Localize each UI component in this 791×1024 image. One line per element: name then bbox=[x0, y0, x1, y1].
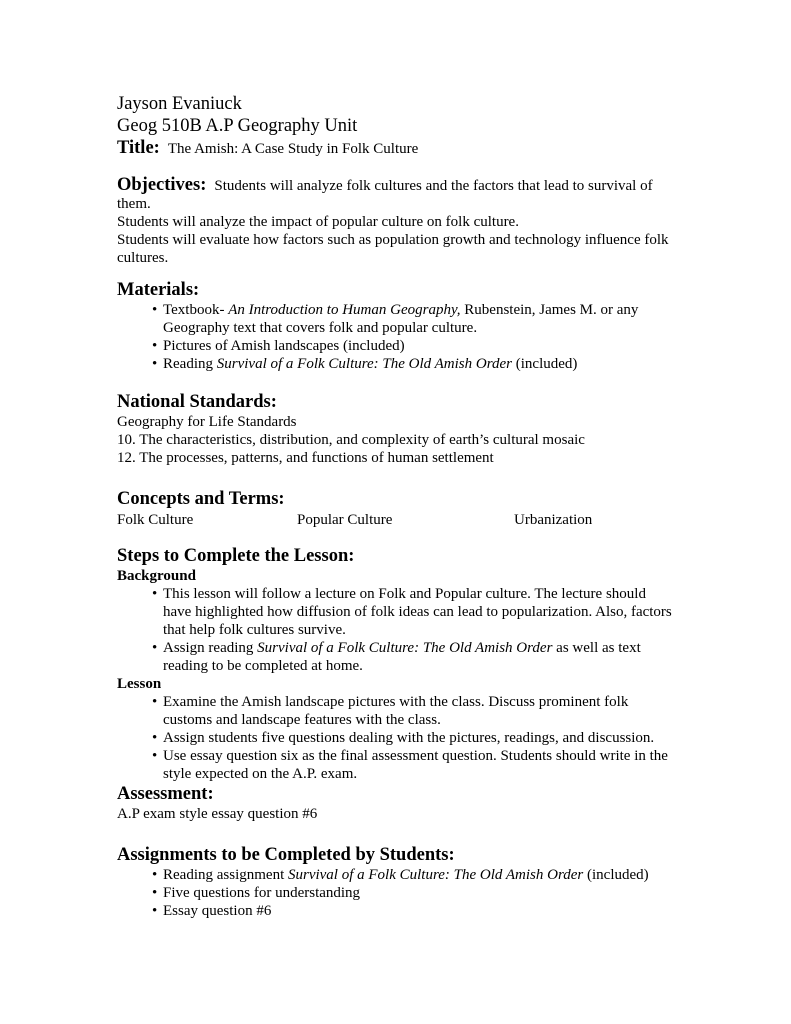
concepts-heading: Concepts and Terms: bbox=[117, 489, 285, 509]
bullet-icon: • bbox=[152, 903, 158, 919]
list-item bbox=[117, 884, 677, 902]
bullet-icon: • bbox=[152, 867, 158, 883]
objectives-section bbox=[117, 176, 677, 213]
assignments-heading: Assignments to be Completed by Students: bbox=[117, 845, 455, 865]
assignment-1-title: Survival of a Folk Culture: The Old Amish Order bbox=[287, 867, 584, 883]
bullet-icon: • bbox=[152, 748, 158, 764]
course-line: Geog 510B A.P Geography Unit bbox=[117, 116, 358, 136]
lesson-list bbox=[117, 693, 677, 783]
material-2: Pictures of Amish landscapes (included) bbox=[163, 338, 405, 354]
background-label: Background bbox=[117, 568, 196, 584]
bullet-icon: • bbox=[152, 730, 158, 746]
list-item bbox=[117, 301, 677, 337]
background-step-2-title: Survival of a Folk Culture: The Old Amish Order bbox=[257, 640, 553, 656]
list-item bbox=[117, 585, 677, 639]
assignment-3: Essay question #6 bbox=[163, 903, 272, 919]
list-item bbox=[117, 729, 677, 747]
term-folk-culture: Folk Culture bbox=[117, 512, 194, 528]
material-3-title: Survival of a Folk Culture: The Old Amish Order bbox=[216, 356, 513, 372]
lesson-label: Lesson bbox=[117, 676, 162, 692]
bullet-icon: • bbox=[152, 640, 158, 656]
objective-2: Students will analyze the impact of popular culture on folk culture. bbox=[117, 214, 519, 230]
title-row bbox=[117, 137, 677, 160]
assessment-heading: Assessment: bbox=[117, 784, 214, 804]
list-item bbox=[117, 902, 677, 920]
standards-line-2: 10. The characteristics, distribution, and complexity of earth’s cultural mosaic bbox=[117, 432, 585, 448]
list-item bbox=[117, 866, 677, 884]
materials-heading: Materials: bbox=[117, 280, 200, 300]
material-3-prefix: Reading bbox=[163, 356, 217, 372]
bullet-icon: • bbox=[152, 356, 158, 372]
background-step-2-suffix: as well as text reading to be completed at home. bbox=[163, 640, 641, 674]
objectives-heading: Objectives: bbox=[117, 175, 207, 195]
terms-row bbox=[117, 510, 677, 530]
assignment-1-prefix: Reading assignment bbox=[163, 867, 288, 883]
term-urbanization: Urbanization bbox=[514, 512, 593, 528]
lesson-step-2: Assign students five questions dealing with the pictures, readings, and discussion. bbox=[163, 730, 655, 746]
lesson-step-1: Examine the Amish landscape pictures with the class. Discuss prominent folk customs and landscape features with the class. bbox=[163, 694, 629, 728]
background-step-2-prefix: Assign reading bbox=[163, 640, 258, 656]
standards-heading: National Standards: bbox=[117, 392, 277, 412]
steps-heading: Steps to Complete the Lesson: bbox=[117, 546, 355, 566]
material-1-suffix: Rubenstein, James M. or any Geography text that covers folk and popular culture. bbox=[163, 302, 639, 336]
materials-list bbox=[117, 301, 677, 373]
bullet-icon: • bbox=[152, 885, 158, 901]
objective-3: Students will evaluate how factors such as population growth and technology influence folk cultures. bbox=[117, 232, 669, 266]
bullet-icon: • bbox=[152, 586, 158, 602]
material-1-prefix: Textbook- bbox=[163, 302, 229, 318]
list-item bbox=[117, 355, 677, 373]
bullet-icon: • bbox=[152, 338, 158, 354]
background-step-1: This lesson will follow a lecture on Folk and Popular culture. The lecture should have highlighted how diffusion of folk ideas can lead to popularization. Also, factors that help folk cultures survive. bbox=[163, 586, 672, 638]
assessment-text: A.P exam style essay question #6 bbox=[117, 806, 318, 822]
bullet-icon: • bbox=[152, 694, 158, 710]
background-list bbox=[117, 585, 677, 675]
document-page bbox=[117, 93, 677, 920]
title-label: Title: bbox=[117, 138, 160, 158]
term-popular-culture: Popular Culture bbox=[297, 512, 393, 528]
material-1-title: An Introduction to Human Geography, bbox=[228, 302, 461, 318]
title-text: The Amish: A Case Study in Folk Culture bbox=[167, 141, 419, 157]
material-3-suffix: (included) bbox=[512, 356, 578, 372]
list-item bbox=[117, 639, 677, 675]
bullet-icon: • bbox=[152, 302, 158, 318]
list-item bbox=[117, 337, 677, 355]
standards-line-1: Geography for Life Standards bbox=[117, 414, 297, 430]
lesson-step-3: Use essay question six as the final assessment question. Students should write in the style expected on the A.P. exam. bbox=[163, 748, 668, 782]
assignments-list bbox=[117, 866, 677, 920]
assignment-1-suffix: (included) bbox=[583, 867, 649, 883]
objective-1: Students will analyze folk cultures and the factors that lead to survival of them. bbox=[117, 178, 653, 212]
standards-line-3: 12. The processes, patterns, and functions of human settlement bbox=[117, 450, 494, 466]
list-item bbox=[117, 693, 677, 729]
author-name: Jayson Evaniuck bbox=[117, 94, 242, 114]
list-item bbox=[117, 747, 677, 783]
assignment-2: Five questions for understanding bbox=[163, 885, 361, 901]
